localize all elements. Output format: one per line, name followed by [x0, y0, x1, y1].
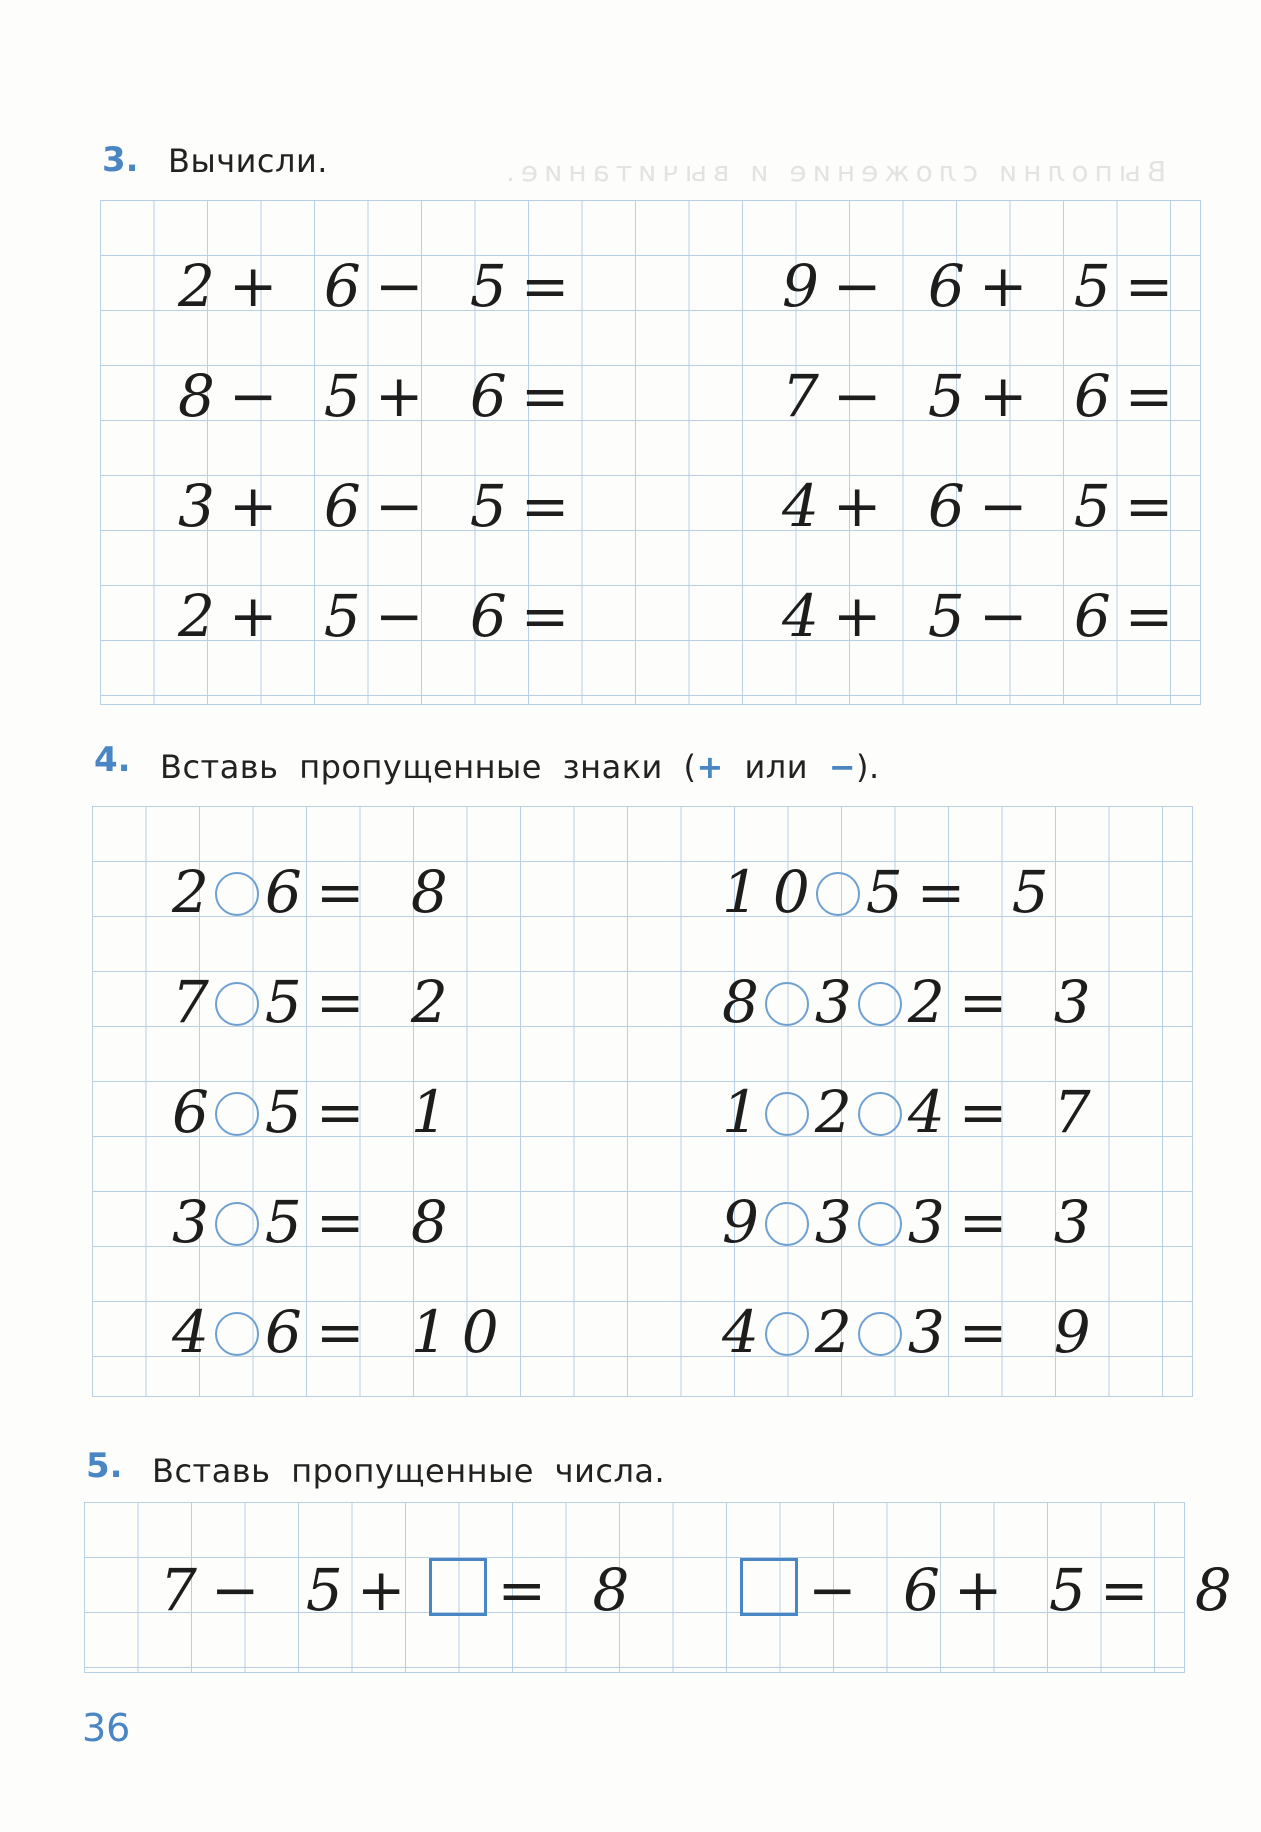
operand: 3: [907, 1298, 959, 1366]
sign-slot[interactable]: [765, 1202, 809, 1246]
expr-part: 7− 5+: [160, 1556, 420, 1624]
task-3-right-expr-2: 7− 5+ 6=: [782, 362, 1188, 430]
plus-sign: +: [696, 748, 724, 786]
task-4-number: 4.: [94, 740, 131, 780]
sign-slot[interactable]: [215, 872, 259, 916]
operand: 2: [172, 858, 223, 926]
task-4-left-row-5: [172, 1298, 513, 1366]
task-3-left-expr-3: 3+ 6− 5=: [178, 472, 584, 540]
sign-slot[interactable]: [765, 1312, 809, 1356]
task-4-right-row-1: [722, 858, 1063, 926]
sign-slot[interactable]: [765, 1092, 809, 1136]
task-4-right-row-2: [722, 968, 1105, 1036]
sign-slot[interactable]: [816, 872, 860, 916]
sign-slot[interactable]: [858, 982, 902, 1026]
task-4-left-row-1: [172, 858, 462, 926]
result: = 9: [958, 1298, 1105, 1366]
operand: 6: [264, 1298, 316, 1366]
task-3-right-expr-3: 4+ 6− 5=: [782, 472, 1188, 540]
operand: 4: [722, 1298, 773, 1366]
operand: 8: [722, 968, 773, 1036]
sign-slot[interactable]: [215, 1202, 259, 1246]
operand: 5: [264, 968, 316, 1036]
number-box[interactable]: [429, 1558, 487, 1616]
operand: 6: [172, 1078, 223, 1146]
result: = 3: [958, 1188, 1105, 1256]
minus-sign: −: [828, 748, 856, 786]
operand: 5: [865, 858, 917, 926]
result: = 3: [958, 968, 1105, 1036]
task-4-left-row-2: [172, 968, 462, 1036]
expr-part: − 6+ 5= 8: [808, 1556, 1246, 1624]
task-3-right-expr-1: 9− 6+ 5=: [782, 252, 1188, 320]
task-3-left-expr-4: 2+ 5− 6=: [178, 582, 584, 650]
result: = 7: [958, 1078, 1105, 1146]
task-4-left-row-4: [172, 1188, 462, 1256]
operand: 5: [264, 1078, 316, 1146]
task-4-paren-close: ).: [856, 748, 880, 786]
operand: 7: [172, 968, 223, 1036]
sign-slot[interactable]: [215, 982, 259, 1026]
sign-slot[interactable]: [765, 982, 809, 1026]
operand: 2: [814, 1078, 866, 1146]
task-4-title-text: Вставь пропущенные знаки: [160, 748, 663, 786]
result: = 8: [315, 858, 462, 926]
task-5-right-expr: [730, 1556, 1246, 1624]
operand: 3: [814, 968, 866, 1036]
result: = 2: [315, 968, 462, 1036]
result: = 8: [315, 1188, 462, 1256]
task-4-right-row-3: [722, 1078, 1105, 1146]
task-4-right-row-4: [722, 1188, 1105, 1256]
operand: 5: [264, 1188, 316, 1256]
operand: 3: [814, 1188, 866, 1256]
task-4-left-row-3: [172, 1078, 462, 1146]
sign-slot[interactable]: [215, 1092, 259, 1136]
result: = 10: [315, 1298, 513, 1366]
operand: 4: [172, 1298, 223, 1366]
task-3-number: 3.: [102, 140, 139, 180]
task-4-paren-open: (: [683, 748, 697, 786]
task-3-right-expr-4: 4+ 5− 6=: [782, 582, 1188, 650]
expr-part: = 8: [497, 1556, 644, 1624]
sign-slot[interactable]: [858, 1312, 902, 1356]
operand: 2: [814, 1298, 866, 1366]
operand: 4: [907, 1078, 959, 1146]
task-4-right-row-5: [722, 1298, 1105, 1366]
page-number: 36: [82, 1706, 131, 1750]
operand: 10: [722, 858, 824, 926]
task-5-left-expr: [160, 1556, 643, 1624]
sign-slot[interactable]: [858, 1202, 902, 1246]
operand: 6: [264, 858, 316, 926]
result: = 1: [315, 1078, 462, 1146]
task-3-left-expr-1: 2+ 6− 5=: [178, 252, 584, 320]
operand: 3: [172, 1188, 223, 1256]
result: = 5: [916, 858, 1063, 926]
operand: 9: [722, 1188, 773, 1256]
task-5-number: 5.: [86, 1446, 123, 1486]
operand: 1: [722, 1078, 773, 1146]
task-3-title: Вычисли.: [168, 142, 328, 180]
bleed-through-text: Выполни сложение и вычитание.: [500, 155, 1167, 188]
operand: 2: [907, 968, 959, 1036]
sign-slot[interactable]: [858, 1092, 902, 1136]
operand: 3: [907, 1188, 959, 1256]
task-4-or: или: [744, 748, 809, 786]
task-5-title: Вставь пропущенные числа.: [152, 1452, 666, 1490]
number-box[interactable]: [740, 1558, 798, 1616]
task-3-left-expr-2: 8− 5+ 6=: [178, 362, 584, 430]
task-4-title: [160, 748, 880, 786]
sign-slot[interactable]: [215, 1312, 259, 1356]
